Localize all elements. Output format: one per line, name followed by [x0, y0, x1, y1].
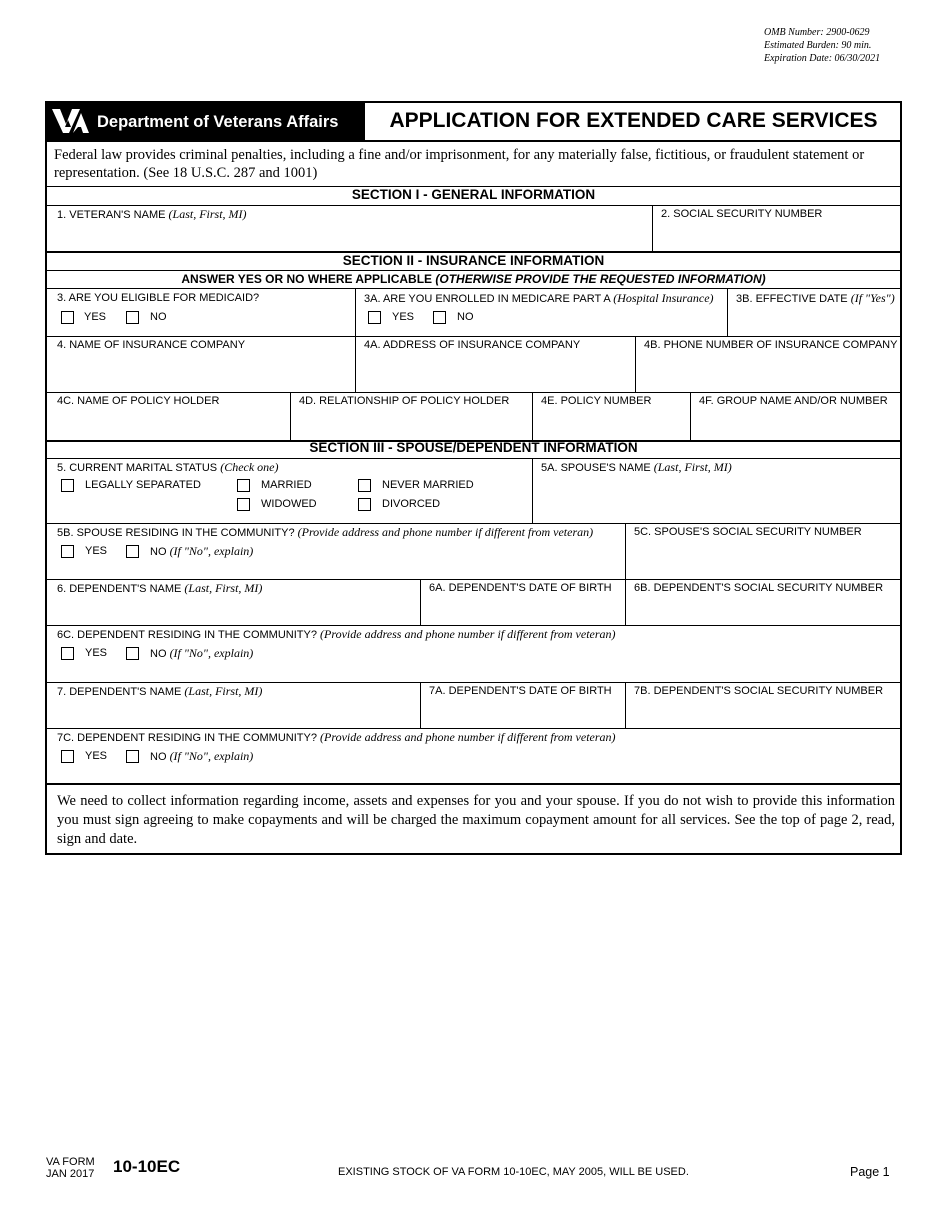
marital-status-label: 5. CURRENT MARITAL STATUS (Check one) [57, 460, 279, 474]
spouse-name-field[interactable] [535, 476, 900, 520]
dependent-7-ssn-field[interactable] [628, 700, 900, 726]
penalty-notice: Federal law provides criminal penalties, including a fine and/or imprisonment, for any materially false, fictitious, or fraudulent statement or representation. (See 18 U.S.C. 287 and 1001) [54, 147, 865, 181]
divider [47, 579, 900, 580]
insurance-name-field[interactable] [51, 353, 351, 389]
spouse-community-yes-checkbox[interactable] [61, 545, 74, 558]
dependent-6-name-label: 6. DEPENDENT'S NAME (Last, First, MI) [57, 581, 263, 595]
spouse-community-no-label: NO (If "No", explain) [150, 544, 254, 558]
va-logo-icon [51, 107, 91, 135]
veteran-name-field[interactable] [51, 223, 649, 249]
legally-separated-label: LEGALLY SEPARATED [85, 479, 201, 491]
dependent-7-community-label: 7C. DEPENDENT RESIDING IN THE COMMUNITY? (Provide address and phone number if different from veteran) [57, 730, 616, 744]
medicare-yes-checkbox[interactable] [368, 311, 381, 324]
divider [290, 392, 291, 440]
divider [625, 579, 626, 625]
divider [47, 336, 900, 337]
medicare-label: 3A. ARE YOU ENROLLED IN MEDICARE PART A (Hospital Insurance) [364, 291, 714, 305]
spouse-community-yes-label: YES [85, 545, 108, 557]
veteran-name-label: 1. VETERAN'S NAME (Last, First, MI) [57, 207, 247, 221]
dependent-7-community-no-label: NO (If "No", explain) [150, 749, 254, 763]
divider [635, 336, 636, 392]
dependent-6-community-yes-checkbox[interactable] [61, 647, 74, 660]
application-form [45, 101, 902, 855]
agency-name: Department of Veterans Affairs [97, 113, 339, 131]
divider [355, 336, 356, 392]
policy-number-label: 4E. POLICY NUMBER [541, 395, 652, 407]
divorced-checkbox[interactable] [358, 498, 371, 511]
medicaid-no-label: NO [150, 311, 167, 323]
dependent-6-ssn-field[interactable] [628, 597, 900, 623]
medicaid-label: 3. ARE YOU ELIGIBLE FOR MEDICAID? [57, 292, 260, 304]
dependent-6-dob-label: 6A. DEPENDENT'S DATE OF BIRTH [429, 582, 612, 594]
dependent-7-name-field[interactable] [51, 700, 419, 726]
divider [47, 625, 900, 626]
dependent-6-name-field[interactable] [51, 597, 419, 623]
closing-note: We need to collect information regarding income, assets and expenses for you and your spouse. If you do not wish to provide this information you must sign agreeing to make copayments and will be charged the maximum copayment amount for all services. See the top of page 2, read, sign and date. [57, 793, 895, 847]
form-title: APPLICATION FOR EXTENDED CARE SERVICES [389, 109, 878, 132]
dependent-6-community-label: 6C. DEPENDENT RESIDING IN THE COMMUNITY? (Provide address and phone number if different from veteran) [57, 627, 616, 641]
section-1-title: SECTION I - GENERAL INFORMATION [351, 187, 596, 202]
insurance-phone-field[interactable] [638, 353, 900, 389]
never-married-checkbox[interactable] [358, 479, 371, 492]
divider [47, 392, 900, 393]
medicaid-no-checkbox[interactable] [126, 311, 139, 324]
spouse-community-label: 5B. SPOUSE RESIDING IN THE COMMUNITY? (Provide address and phone number if different from veteran) [57, 525, 594, 539]
divider [47, 783, 900, 785]
section-2-instruction: ANSWER YES OR NO WHERE APPLICABLE (OTHERWISE PROVIDE THE REQUESTED INFORMATION) [181, 272, 766, 286]
divider [690, 392, 691, 440]
dependent-7-dob-field[interactable] [423, 700, 623, 726]
medicare-yes-label: YES [392, 311, 415, 323]
policy-holder-label: 4C. NAME OF POLICY HOLDER [57, 395, 220, 407]
omb-burden: Estimated Burden: 90 min. [764, 40, 872, 51]
divider [625, 682, 626, 728]
never-married-label: NEVER MARRIED [382, 479, 474, 491]
dependent-6-ssn-label: 6B. DEPENDENT'S SOCIAL SECURITY NUMBER [634, 582, 884, 594]
ssn-label: 2. SOCIAL SECURITY NUMBER [661, 208, 823, 220]
spouse-ssn-field[interactable] [628, 541, 900, 577]
stock-note: EXISTING STOCK OF VA FORM 10-10EC, MAY 2005, WILL BE USED. [338, 1166, 689, 1178]
divider [47, 728, 900, 729]
divider [47, 270, 900, 271]
widowed-checkbox[interactable] [237, 498, 250, 511]
medicare-no-checkbox[interactable] [433, 311, 446, 324]
page-number: Page 1 [850, 1165, 890, 1179]
dependent-6-community-yes-label: YES [85, 647, 108, 659]
dependent-7-community-yes-label: YES [85, 750, 108, 762]
group-field[interactable] [693, 409, 900, 437]
divider [355, 288, 356, 336]
insurance-address-label: 4A. ADDRESS OF INSURANCE COMPANY [364, 339, 581, 351]
divider [727, 288, 728, 336]
divider [47, 288, 900, 289]
effective-date-label: 3B. EFFECTIVE DATE (If "Yes") [736, 291, 895, 305]
va-form-date: JAN 2017 [46, 1168, 95, 1180]
omb-number: OMB Number: 2900-0629 [764, 27, 870, 38]
legally-separated-checkbox[interactable] [61, 479, 74, 492]
insurance-phone-label: 4B. PHONE NUMBER OF INSURANCE COMPANY [644, 339, 898, 351]
dependent-6-dob-field[interactable] [423, 597, 623, 623]
insurance-name-label: 4. NAME OF INSURANCE COMPANY [57, 339, 246, 351]
divider [47, 140, 900, 142]
va-form-label: VA FORM [46, 1156, 95, 1168]
divider [47, 523, 900, 524]
group-label: 4F. GROUP NAME AND/OR NUMBER [699, 395, 888, 407]
married-checkbox[interactable] [237, 479, 250, 492]
medicare-no-label: NO [457, 311, 474, 323]
agency-banner [47, 103, 365, 140]
spouse-community-no-checkbox[interactable] [126, 545, 139, 558]
insurance-address-field[interactable] [358, 353, 633, 389]
dependent-7-ssn-label: 7B. DEPENDENT'S SOCIAL SECURITY NUMBER [634, 685, 884, 697]
divider [47, 458, 900, 459]
divider [532, 392, 533, 440]
relationship-label: 4D. RELATIONSHIP OF POLICY HOLDER [299, 395, 510, 407]
married-label: MARRIED [261, 479, 312, 491]
medicaid-yes-label: YES [84, 311, 107, 323]
dependent-7-dob-label: 7A. DEPENDENT'S DATE OF BIRTH [429, 685, 612, 697]
policy-number-field[interactable] [535, 409, 688, 437]
medicaid-yes-checkbox[interactable] [61, 311, 74, 324]
spouse-ssn-label: 5C. SPOUSE'S SOCIAL SECURITY NUMBER [634, 526, 862, 538]
divider [47, 682, 900, 683]
divider [47, 205, 900, 206]
dependent-7-community-yes-checkbox[interactable] [61, 750, 74, 763]
omb-expiration: Expiration Date: 06/30/2021 [764, 53, 881, 64]
effective-date-field[interactable] [730, 307, 900, 334]
ssn-field[interactable] [655, 223, 900, 249]
section-2-title: SECTION II - INSURANCE INFORMATION [342, 253, 605, 268]
spouse-name-label: 5A. SPOUSE'S NAME (Last, First, MI) [541, 460, 732, 474]
widowed-label: WIDOWED [261, 498, 317, 510]
divider [625, 523, 626, 579]
divider [420, 682, 421, 728]
policy-holder-field[interactable] [51, 409, 287, 437]
dependent-6-community-no-checkbox[interactable] [126, 647, 139, 660]
relationship-field[interactable] [293, 409, 530, 437]
divider [532, 458, 533, 523]
dependent-7-community-no-checkbox[interactable] [126, 750, 139, 763]
divorced-label: DIVORCED [382, 498, 441, 510]
dependent-6-community-no-label: NO (If "No", explain) [150, 646, 254, 660]
omb-info [764, 26, 934, 65]
divider [652, 205, 653, 251]
section-3-title: SECTION III - SPOUSE/DEPENDENT INFORMATION [309, 440, 638, 455]
dependent-7-name-label: 7. DEPENDENT'S NAME (Last, First, MI) [57, 684, 263, 698]
form-number: 10-10EC [113, 1157, 181, 1176]
divider [420, 579, 421, 625]
